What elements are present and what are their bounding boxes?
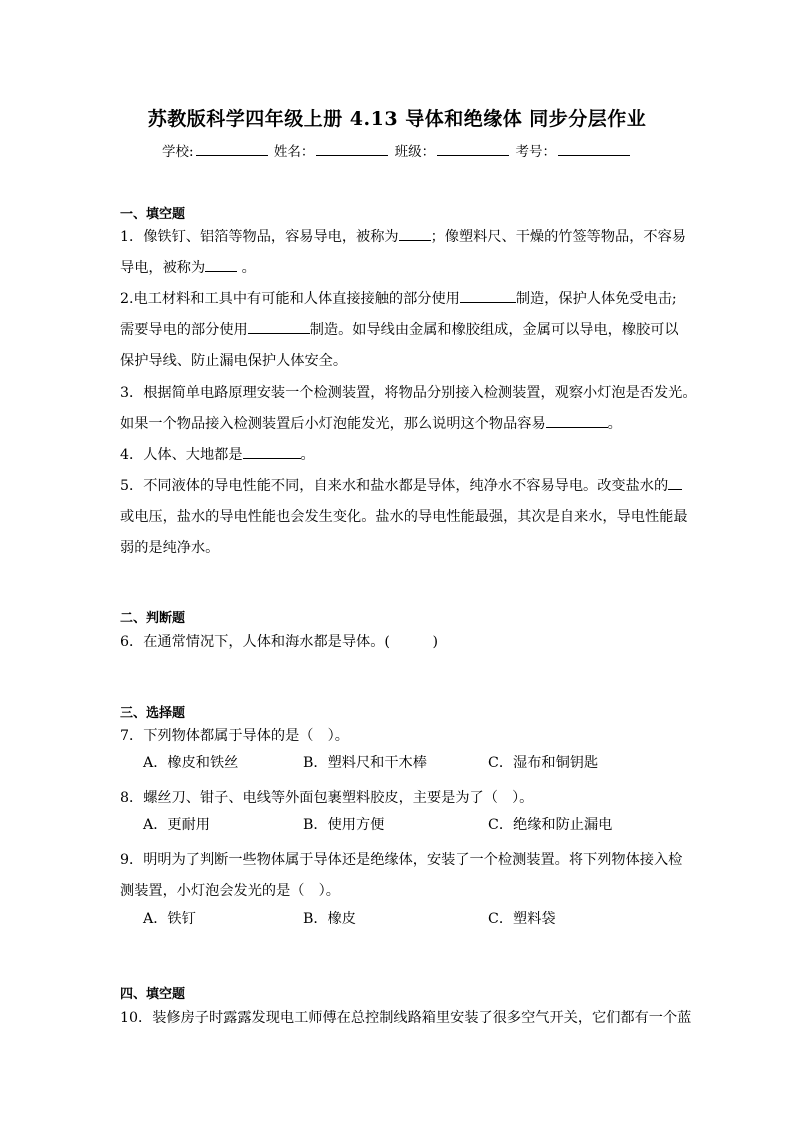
q8-option-a[interactable]: A．更耐用 xyxy=(143,817,210,833)
q2-text-e: 保护导线、防止漏电保护人体安全。 xyxy=(120,353,348,369)
q1-blank-1[interactable] xyxy=(399,226,431,241)
section-heading-true-false: 二、判断题 xyxy=(120,611,186,626)
name-blank[interactable] xyxy=(316,143,388,156)
q2-text-d: 制造。如导线由金属和橡胶组成，金属可以导电，橡胶可以 xyxy=(309,322,679,338)
question-6 xyxy=(120,627,680,658)
q7-option-b[interactable]: B．塑料尺和干木棒 xyxy=(303,755,427,771)
question-3 xyxy=(120,378,697,440)
q3-text-c: 。 xyxy=(607,416,622,432)
question-9 xyxy=(120,845,683,907)
q4-text-b: 。 xyxy=(300,447,315,463)
q1-text-c: 导电，被称为 xyxy=(120,260,206,276)
q7-option-c[interactable]: C．湿布和铜钥匙 xyxy=(488,755,599,771)
q1-text-b: ；像塑料尺、干燥的竹签等物品，不容易 xyxy=(430,229,686,245)
q5-text-b: 或电压，盐水的导电性能也会发生变化。盐水的导电性能最强，其次是自来水，导电性能最 xyxy=(120,509,688,525)
q9-option-b[interactable]: B．橡皮 xyxy=(303,911,356,927)
q2-text-a: 2.电工材料和工具中有可能和人体直接接触的部分使用 xyxy=(120,291,460,307)
student-info-line xyxy=(0,140,794,160)
q3-blank-1[interactable] xyxy=(546,413,608,428)
q3-text-a: 3．根据简单电路原理安装一个检测装置，将物品分别接入检测装置，观察小灯泡是否发光。 xyxy=(120,385,697,401)
q5-blank-1[interactable] xyxy=(668,475,682,490)
q4-blank-1[interactable] xyxy=(243,444,301,459)
q8-option-c[interactable]: C．绝缘和防止漏电 xyxy=(488,817,613,833)
page-title: 苏教版科学四年级上册 4.13 导体和绝缘体 同步分层作业 xyxy=(147,108,647,130)
q1-blank-2[interactable] xyxy=(205,257,237,272)
q10-text-a: 10．装修房子时露露发现电工师傅在总控制线路箱里安装了很多空气开关，它们都有一个蓝 xyxy=(120,1010,692,1026)
class-label: 班级： xyxy=(394,144,436,160)
question-8 xyxy=(120,783,680,814)
question-7 xyxy=(120,721,680,752)
q9-text-b: 测装置，小灯泡会发光的是（ ）。 xyxy=(120,883,340,899)
question-5 xyxy=(120,471,688,564)
section-heading-multiple-choice: 三、选择题 xyxy=(120,706,186,721)
q6-text: 6．在通常情况下，人体和海水都是导体。( ) xyxy=(120,634,439,650)
q1-text-a: 1．像铁钉、铝箔等物品，容易导电，被称为 xyxy=(120,229,399,245)
q7-option-a[interactable]: A．橡皮和铁丝 xyxy=(143,755,239,771)
question-10 xyxy=(120,1003,692,1034)
q1-text-d: 。 xyxy=(237,260,256,276)
q5-text-a: 5．不同液体的导电性能不同，自来水和盐水都是导体，纯净水不容易导电。改变盐水的 xyxy=(120,478,669,494)
exam-no-blank[interactable] xyxy=(558,143,630,156)
name-label: 姓名： xyxy=(273,144,315,160)
question-2 xyxy=(120,284,680,377)
q2-text-b: 制造，保护人体免受电击; xyxy=(515,291,677,307)
q2-blank-2[interactable] xyxy=(248,319,310,334)
q2-text-c: 需要导电的部分使用 xyxy=(120,322,248,338)
q9-option-a[interactable]: A．铁钉 xyxy=(143,911,196,927)
section-heading-fill-blank: 一、填空题 xyxy=(120,207,186,222)
q4-text-a: 4．人体、大地都是 xyxy=(120,447,243,463)
q9-text-a: 9．明明为了判断一些物体属于导体还是绝缘体，安装了一个检测装置。将下列物体接入检 xyxy=(120,852,683,868)
q8-stem: 8．螺丝刀、钳子、电线等外面包裹塑料胶皮，主要是为了（ ）。 xyxy=(120,790,534,806)
q3-text-b: 如果一个物品接入检测装置后小灯泡能发光，那么说明这个物品容易 xyxy=(120,416,546,432)
school-blank[interactable] xyxy=(196,143,268,156)
q9-option-c[interactable]: C．塑料袋 xyxy=(488,911,556,927)
q8-option-b[interactable]: B．使用方便 xyxy=(303,817,385,833)
q7-stem: 7．下列物体都属于导体的是（ ）。 xyxy=(120,728,349,744)
school-label: 学校: xyxy=(162,144,194,160)
exam-no-label: 考号： xyxy=(515,144,556,160)
q2-blank-1[interactable] xyxy=(460,288,516,303)
class-blank[interactable] xyxy=(437,143,509,156)
q5-text-c: 弱的是纯净水。 xyxy=(120,540,220,556)
section-heading-fill-blank-2: 四、填空题 xyxy=(120,987,186,1002)
question-4 xyxy=(120,440,680,471)
question-1 xyxy=(120,222,686,284)
